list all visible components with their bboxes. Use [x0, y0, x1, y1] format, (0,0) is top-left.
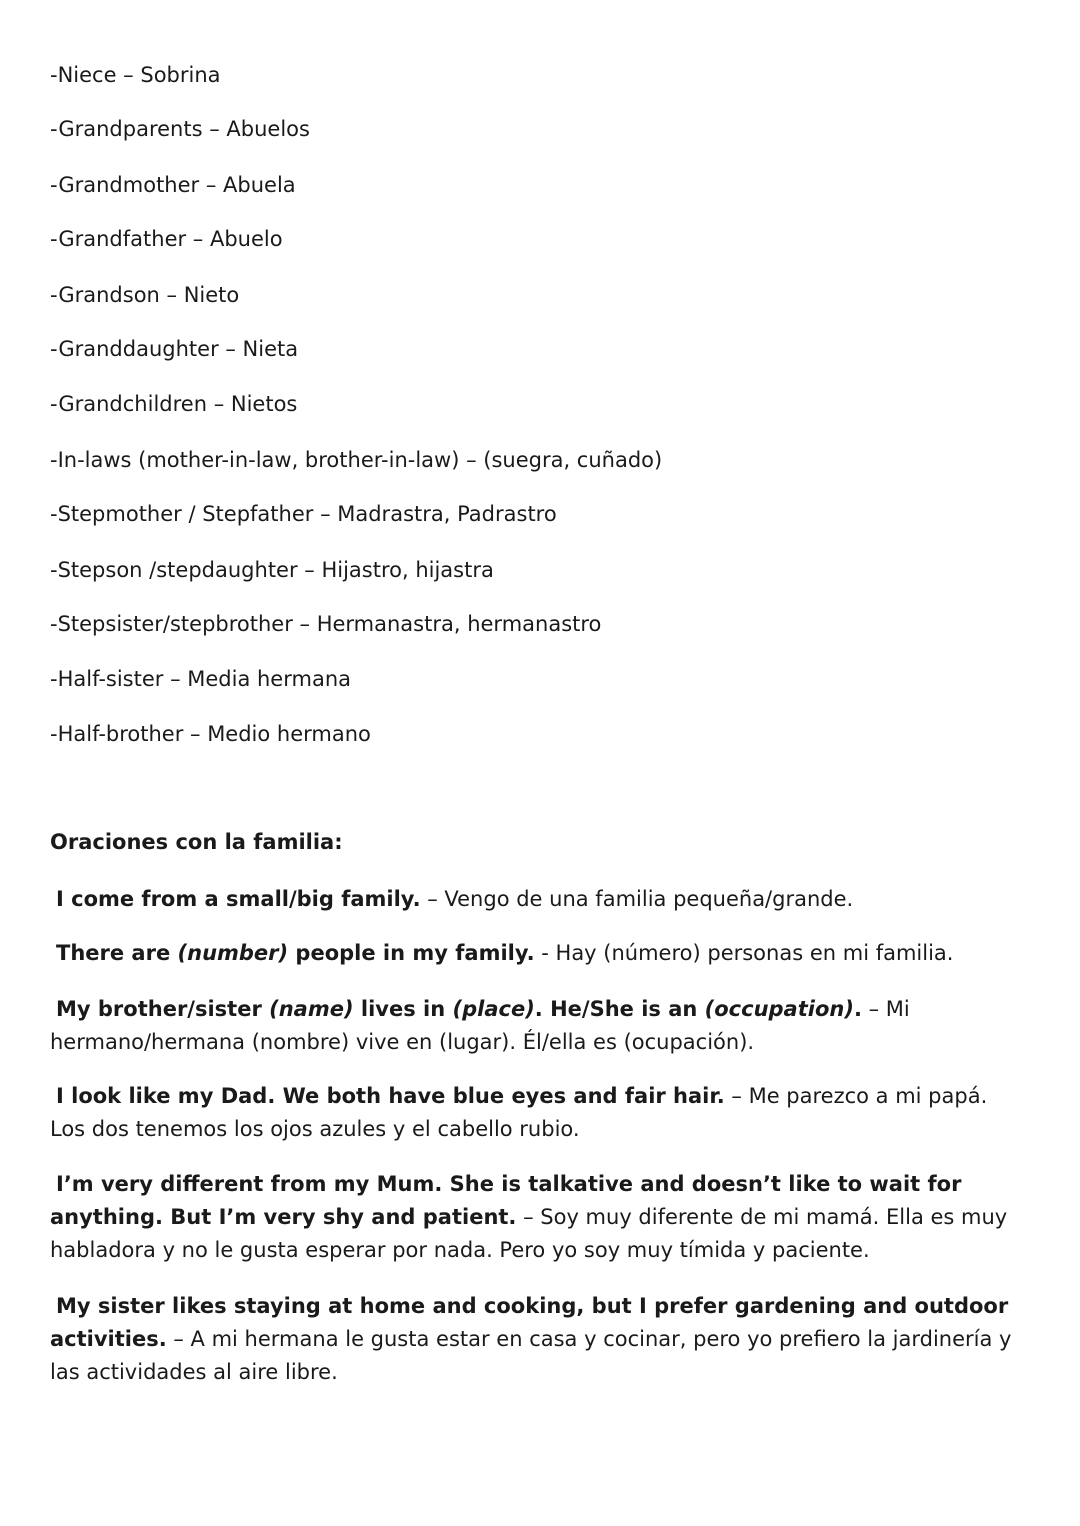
sentence-spanish: - Hay (número) personas en mi familia. [534, 941, 954, 965]
placeholder-number: (number) [177, 941, 289, 965]
sentence-6 [50, 1290, 1025, 1389]
sentence-spanish: – Vengo de una familia pequeña/grande. [420, 887, 854, 911]
vocab-item: -Stepsister/stepbrother – Hermanastra, hermanastro [50, 612, 602, 636]
sentence-english: people in my family. [288, 941, 535, 965]
sentence-1 [50, 883, 1031, 916]
sentence-2 [50, 937, 1031, 970]
vocab-item: -Grandmother – Abuela [50, 173, 296, 197]
sentence-english: I’m very different from my Mum. She is talkative and doesn’t like to wait for anything. But I’m very shy and patient. [50, 1172, 962, 1229]
section-heading: Oraciones con la familia: [50, 830, 343, 854]
placeholder-place: (place) [452, 997, 535, 1021]
sentence-4 [50, 1080, 1025, 1146]
vocab-item: -Niece – Sobrina [50, 63, 221, 87]
vocab-item: -Grandchildren – Nietos [50, 392, 298, 416]
sentence-spanish: – A mi hermana le gusta estar en casa y cocinar, pero yo prefiero la jardinería y las actividades al aire libre. [50, 1327, 1012, 1384]
sentence-english: There are [56, 941, 178, 965]
placeholder-occupation: (occupation) [704, 997, 854, 1021]
sentence-english: I come from a small/big family. [56, 887, 421, 911]
sentence-english: . He/She is an [534, 997, 705, 1021]
sentence-3 [50, 993, 1025, 1059]
vocab-item: -Half-brother – Medio hermano [50, 722, 371, 746]
sentence-english: I look like my Dad. We both have blue eyes and fair hair. [56, 1084, 725, 1108]
sentence-english: lives in [353, 997, 453, 1021]
vocab-item: -Half-sister – Media hermana [50, 667, 351, 691]
sentence-english: My sister likes staying at home and cooking, but I prefer gardening and outdoor activities. [50, 1294, 1009, 1351]
vocab-item: -Granddaughter – Nieta [50, 337, 299, 361]
vocab-item: -Stepson /stepdaughter – Hijastro, hijastra [50, 558, 494, 582]
vocab-item: -Grandparents – Abuelos [50, 117, 310, 141]
sentence-english: My brother/sister [56, 997, 270, 1021]
placeholder-name: (name) [269, 997, 354, 1021]
vocab-item: -In-laws (mother-in-law, brother-in-law) – (suegra, cuñado) [50, 448, 663, 472]
sentence-english: . [853, 997, 862, 1021]
vocab-item: -Grandson – Nieto [50, 283, 240, 307]
sentence-spanish: – Mi hermano/hermana (nombre) vive en (lugar). Él/ella es (ocupación). [50, 997, 910, 1054]
sentence-5 [50, 1168, 1025, 1267]
vocab-item: -Grandfather – Abuelo [50, 227, 283, 251]
vocab-item: -Stepmother / Stepfather – Madrastra, Padrastro [50, 502, 557, 526]
sentence-spanish: – Me parezco a mi papá. Los dos tenemos los ojos azules y el cabello rubio. [50, 1084, 988, 1141]
sentence-spanish: – Soy muy diferente de mi mamá. Ella es muy habladora y no le gusta esperar por nada. Pero yo soy muy tímida y paciente. [50, 1205, 1008, 1262]
